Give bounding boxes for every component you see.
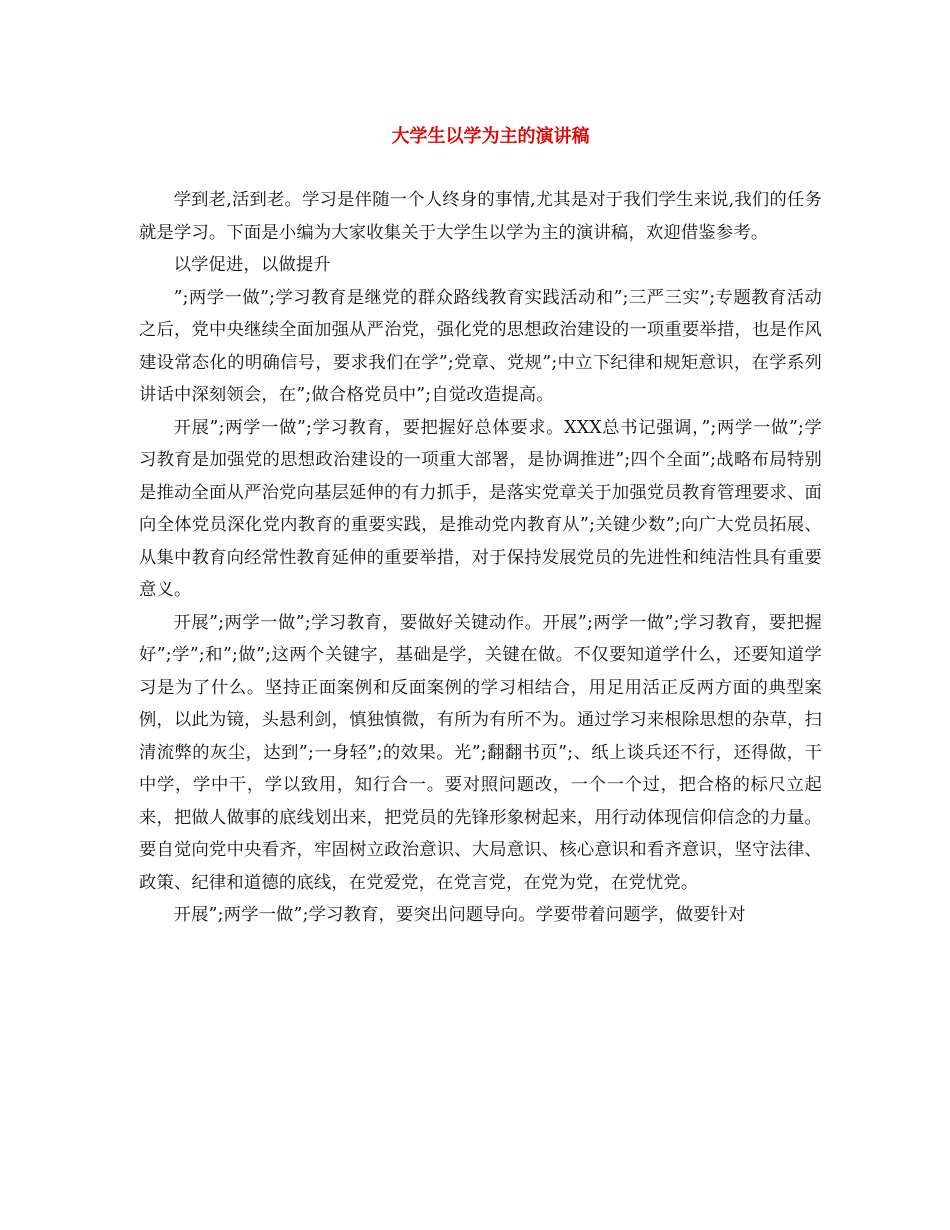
paragraph-intro: 学到老,活到老。学习是伴随一个人终身的事情,尤其是对于我们学生来说,我们的任务就是学习。下面是小编为大家收集关于大学生以学为主的演讲稿，欢迎借鉴参考。 <box>139 190 822 243</box>
paragraph-body-4: 开展”;两学一做”;学习教育，要突出问题导向。学要带着问题学，做要针对 <box>173 905 746 925</box>
document-title: 大学生以学为主的演讲稿 <box>391 126 590 147</box>
paragraph-body-2: 开展”;两学一做”;学习教育，要把握好总体要求。XXX总书记强调，”;两学一做”;学习教育是加强党的思想政治建设的一项重大部署，是协调推进”;四个全面”;战略布局特别是推动全面从严治党向基层延伸的有力抓手，是落实党章关于加强党员教育管理要求、面向全体党员深化党内教育的重要实践，是推动党内教育从”;关键少数”;向广大党员拓展、从集中教育向经常性教育延伸的重要举措，对于保持发展党员的先进性和纯洁性具有重要意义。 <box>139 417 822 600</box>
paragraph-body-1: ”;两学一做”;学习教育是继党的群众路线教育实践活动和”;三严三实”;专题教育活动之后，党中央继续全面加强从严治党，强化党的思想政治建设的一项重要举措，也是作风建设常态化的明确信号，要求我们在学”;党章、党规”;中立下纪律和规矩意识，在学系列讲话中深刻领会，在”;做合格党员中”;自觉改造提高。 <box>139 287 822 405</box>
paragraph-body-3: 开展”;两学一做”;学习教育，要做好关键动作。开展”;两学一做”;学习教育，要把握好”;学”;和”;做”;这两个关键字，基础是学，关键在做。不仅要知道学什么，还要知道学习是为了什么。坚持正面案例和反面案例的学习相结合，用足用活正反两方面的典型案例，以此为镜，头悬利剑，慎独慎微，有所为有所不为。通过学习来根除思想的杂草，扫清流弊的灰尘，达到”;一身轻”;的效果。光”;翻翻书页”;、纸上谈兵还不行，还得做，干中学，学中干，学以致用，知行合一。要对照问题改，一个一个过，把合格的标尺立起来，把做人做事的底线划出来，把党员的先锋形象树起来，用行动体现信仰信念的力量。要自觉向党中央看齐，牢固树立政治意识、大局意识、核心意识和看齐意识，坚守法律、政策、纪律和道德的底线，在党爱党，在党言党，在党为党，在党忧党。 <box>139 612 822 893</box>
paragraph-subheading: 以学促进，以做提升 <box>173 255 331 275</box>
